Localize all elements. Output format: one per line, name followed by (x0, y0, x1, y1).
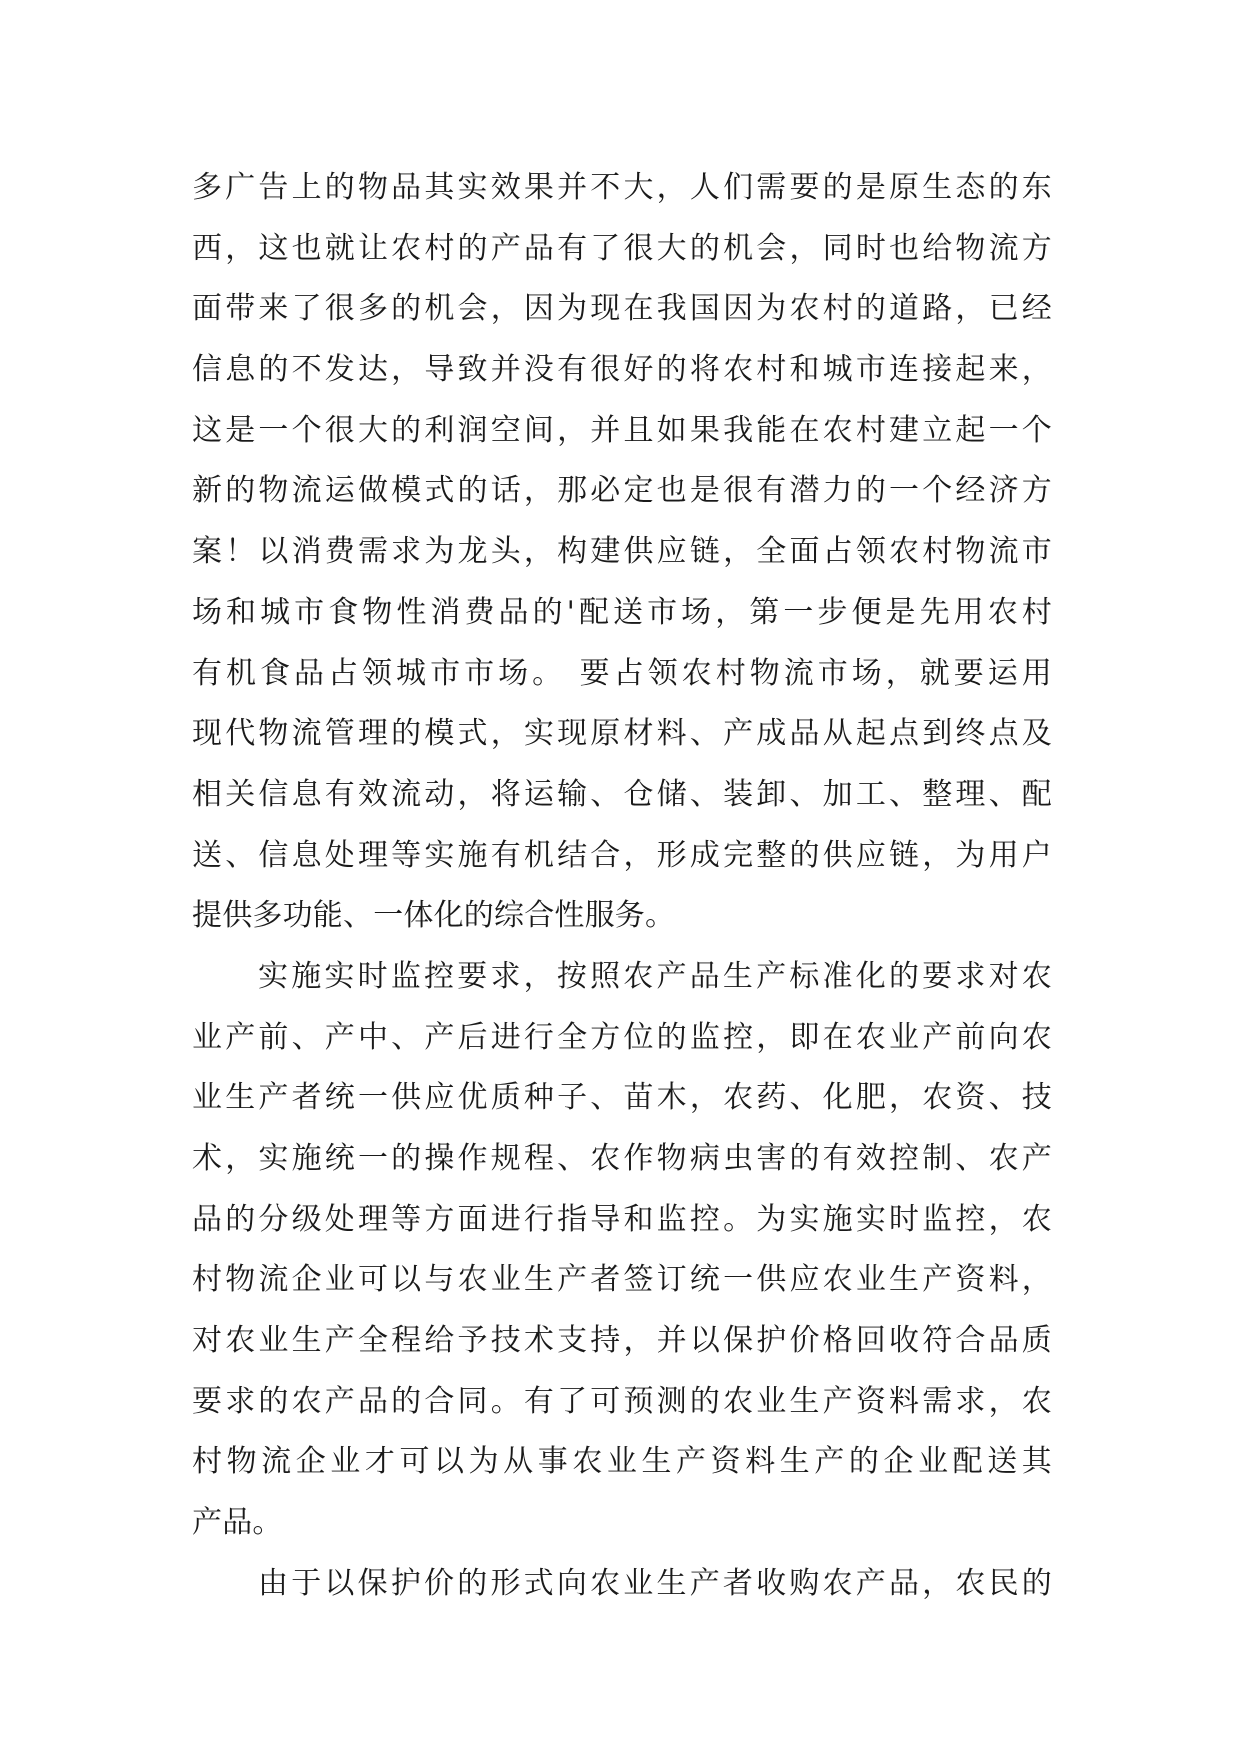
text-line: 术，实施统一的操作规程、农作物病虫害的有效控制、农产 (192, 1141, 1052, 1176)
text-line: 新的物流运做模式的话，那必定也是很有潜力的一个经济方 (192, 473, 1052, 509)
text-line: 相关信息有效流动，将运输、仓储、装卸、加工、整理、配 (192, 776, 1052, 812)
text-line: 多广告上的物品其实效果并不大，人们需要的是原生态的东 (192, 170, 1052, 205)
text-line: 村物流企业才可以为从事农业生产资料生产的企业配送其 (192, 1444, 1052, 1480)
text-line: 业生产者统一供应优质种子、苗木，农药、化肥，农资、技 (192, 1080, 1052, 1116)
text-line: 案！以消费需求为龙头，构建供应链，全面占领农村物流市 (192, 534, 1052, 570)
text-line: 村物流企业可以与农业生产者签订统一供应农业生产资料， (192, 1262, 1052, 1298)
text-line: 有机食品占领城市市场。 要占领农村物流市场，就要运用 (192, 655, 1052, 691)
text-line: 品的分级处理等方面进行指导和监控。为实施实时监控，农 (192, 1201, 1052, 1237)
text-line: 信息的不发达，导致并没有很好的将农村和城市连接起来， (192, 352, 1052, 388)
paragraph-start-line: 实施实时监控要求，按照农产品生产标准化的要求对农 (258, 958, 1052, 994)
text-line: 西，这也就让农村的产品有了很大的机会，同时也给物流方 (192, 230, 1052, 266)
body-text (192, 158, 1052, 1615)
text-line: 送、信息处理等实施有机结合，形成完整的供应链，为用户 (192, 837, 1052, 873)
text-line: 产品。 (192, 1505, 283, 1541)
text-line: 现代物流管理的模式，实现原材料、产成品从起点到终点及 (192, 716, 1052, 752)
text-line: 面带来了很多的机会，因为现在我国因为农村的道路，已经 (192, 291, 1052, 327)
paragraph-start-line: 由于以保护价的形式向农业生产者收购农产品，农民的 (258, 1565, 1052, 1601)
text-line: 这是一个很大的利润空间，并且如果我能在农村建立起一个 (192, 412, 1052, 448)
text-line: 业产前、产中、产后进行全方位的监控，即在农业产前向农 (192, 1019, 1052, 1055)
text-line: 场和城市食物性消费品的'配送市场，第一步便是先用农村 (192, 594, 1052, 630)
text-line: 要求的农产品的合同。有了可预测的农业生产资料需求，农 (192, 1383, 1052, 1419)
text-line: 对农业生产全程给予技术支持，并以保护价格回收符合品质 (192, 1323, 1052, 1359)
text-line: 提供多功能、一体化的综合性服务。 (192, 898, 676, 934)
